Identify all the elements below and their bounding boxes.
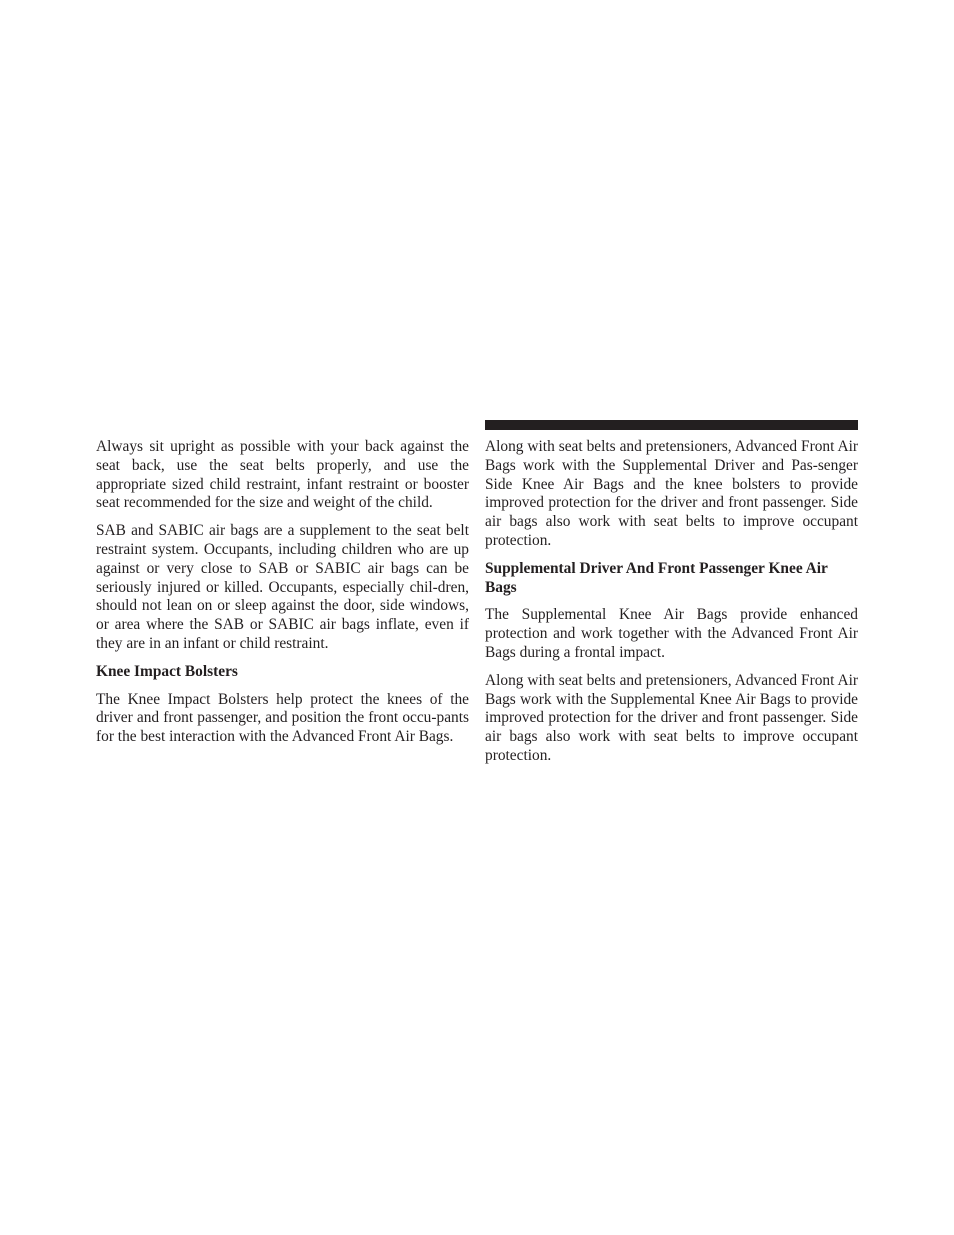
paragraph-pretensioners-knee-bolsters: Along with seat belts and pretensioners, Advanced Front Air Bags work with the Supplemental Driver and Pas-senger Side Knee Air Bags and the knee bolsters to provide improved protection for the driver and front passenger. Side air bags also work with seat belts to improve occupant protection. bbox=[485, 438, 858, 549]
paragraph-supplemental-knee-air-bags: The Supplemental Knee Air Bags provide enhanced protection and work together with the Advanced Front Air Bags during a frontal impact. bbox=[485, 606, 858, 661]
paragraph-pretensioners-knee-air-bags: Along with seat belts and pretensioners, Advanced Front Air Bags work with the Supplemental Knee Air Bags to provide improved protection for the driver and front passenger. Side air bags also work with seat belts to improve occupant protection. bbox=[485, 671, 858, 764]
left-column bbox=[96, 438, 469, 756]
section-divider-bar bbox=[485, 420, 858, 430]
heading-supplemental-knee-air-bags: Supplemental Driver And Front Passenger Knee Air Bags bbox=[485, 559, 828, 596]
paragraph-knee-bolsters: The Knee Impact Bolsters help protect the knees of the driver and front passenger, and position the front occu-pants for the best interaction with the Advanced Front Air Bags. bbox=[96, 690, 469, 746]
paragraph-sab-sabic: SAB and SABIC air bags are a supplement to the seat belt restraint system. Occupants, including children who are up against or very close to SAB or SABIC air bags can be seriously injured or killed. Occupants, especially chil-dren, should not lean on or sleep against the door, side windows, or area where the SAB or SABIC air bags inflate, even if they are in an infant or child restraint. bbox=[96, 522, 469, 652]
paragraph-sit-upright: Always sit upright as possible with your back against the seat back, use the seat belts properly, and use the appropriate sized child restraint, infant restraint or booster seat recommended for the size and weight of the child. bbox=[96, 438, 469, 512]
right-column bbox=[485, 438, 858, 775]
heading-knee-impact-bolsters: Knee Impact Bolsters bbox=[96, 662, 238, 680]
